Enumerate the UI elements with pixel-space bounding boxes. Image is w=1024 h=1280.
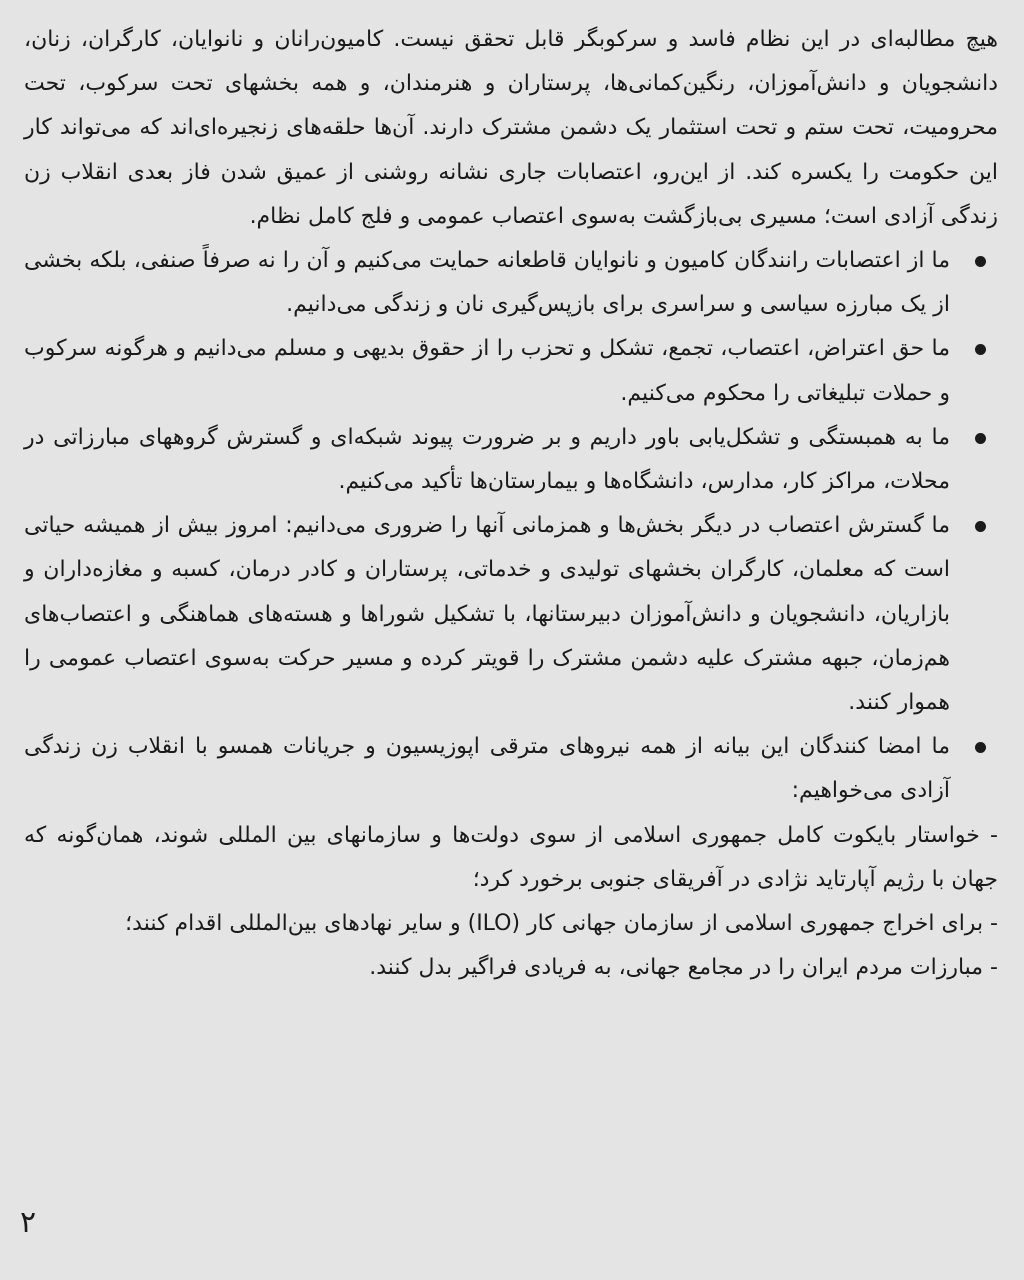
bullet-text: ما امضا کنندگان این بیانه از همه نیروهای مترقی اپوزیسیون و جریانات همسو با انقلاب زن زندگی آزادی می‌خواهیم: bbox=[24, 734, 950, 804]
bullet-text: ما گسترش اعتصاب در دیگر بخش‌ها و همزمانی آنها را ضروری می‌دانیم: امروز بیش از همیشه حیاتی است که معلمان، کارگران بخشهای تولیدی و خدماتی، پرستاران و کادر درمان، کسبه و مغازه‌داران و بازاریان، دانشجویان و دانش‌آموزان دبیرستانها، با تشکیل شوراها و هسته‌های هماهنگی و اعتصاب‌های هم‌زمان، جبهه مشترک علیه دشمن مشترک را قویتر کرده و مسیر حرکت به‌سوی اعتصاب عمومی را هموار کنند. bbox=[24, 513, 950, 716]
bullet-dot-icon bbox=[975, 521, 986, 532]
bullet-text: ما از اعتصابات رانندگان کامیون و نانوایان قاطعانه حمایت می‌کنیم و آن را نه صرفاً صنفی، بلکه بخشی از یک مبارزه سیاسی و سراسری برای بازپس‌گیری نان و زندگی می‌دانیم. bbox=[24, 248, 950, 318]
bullet-text: ما حق اعتراض، اعتصاب، تجمع، تشکل و تحزب را از حقوق بدیهی و مسلم می‌دانیم و هرگونه سرکوب و حملات تبلیغاتی را محکوم می‌کنیم. bbox=[24, 336, 950, 406]
bullet-text: ما به همبستگی و تشکل‌یابی باور داریم و بر ضرورت پیوند شبکه‌ای و گسترش گروههای مبارزاتی در محلات، مراکز کار، مدارس، دانشگاه‌ها و بیمارستان‌ها تأکید می‌کنیم. bbox=[24, 424, 950, 495]
bullet-item bbox=[24, 504, 998, 725]
page-number: ۲ bbox=[20, 1205, 37, 1240]
bullet-dot-icon bbox=[975, 742, 986, 753]
demand-item: - برای اخراج جمهوری اسلامی از سازمان جهانی کار (ILO) و سایر نهادهای بین‌المللی اقدام کنند؛ bbox=[125, 911, 998, 937]
demand-item: - خواستار بایکوت کامل جمهوری اسلامی از سوی دولت‌ها و سازمانهای بین المللی شوند، همان‌گونه که جهان با رژیم آپارتاید نژادی در آفریقای جنوبی برخورد کرد؛ bbox=[24, 822, 998, 892]
demand-item: - مبارزات مردم ایران را در مجامع جهانی، به فریادی فراگیر بدل کنند. bbox=[369, 955, 998, 981]
bullet-dot-icon bbox=[975, 433, 986, 444]
bullet-dot-icon bbox=[975, 256, 986, 267]
intro-paragraph: هیچ مطالبه‌ای در این نظام فاسد و سرکوبگر قابل تحقق نیست. کامیون‌رانان و نانوایان، کارگران، زنان، دانشجویان و دانش‌آموزان، رنگین‌کمانی‌ها، پرستاران و هنرمندان، و همه بخشهای تحت سرکوب، تحت محرومیت، تحت ستم و تحت استثمار یک دشمن مشترک دارند. آن‌ها حلقه‌های زنجیره‌ای‌اند که می‌تواند کار این حکومت را یکسره کند. از این‌رو، اعتصابات جاری نشانه روشنی از عمیق شدن فاز بعدی انقلاب زن زندگی آزادی است؛ مسیری بی‌بازگشت به‌سوی اعتصاب عمومی و فلج کامل نظام. bbox=[24, 27, 998, 229]
bullet-item bbox=[24, 239, 998, 327]
bullet-item bbox=[24, 327, 998, 415]
bullet-dot-icon bbox=[975, 344, 986, 355]
bullet-item bbox=[24, 725, 998, 813]
bullet-item bbox=[24, 416, 998, 504]
statement-bullet-list bbox=[24, 239, 998, 814]
